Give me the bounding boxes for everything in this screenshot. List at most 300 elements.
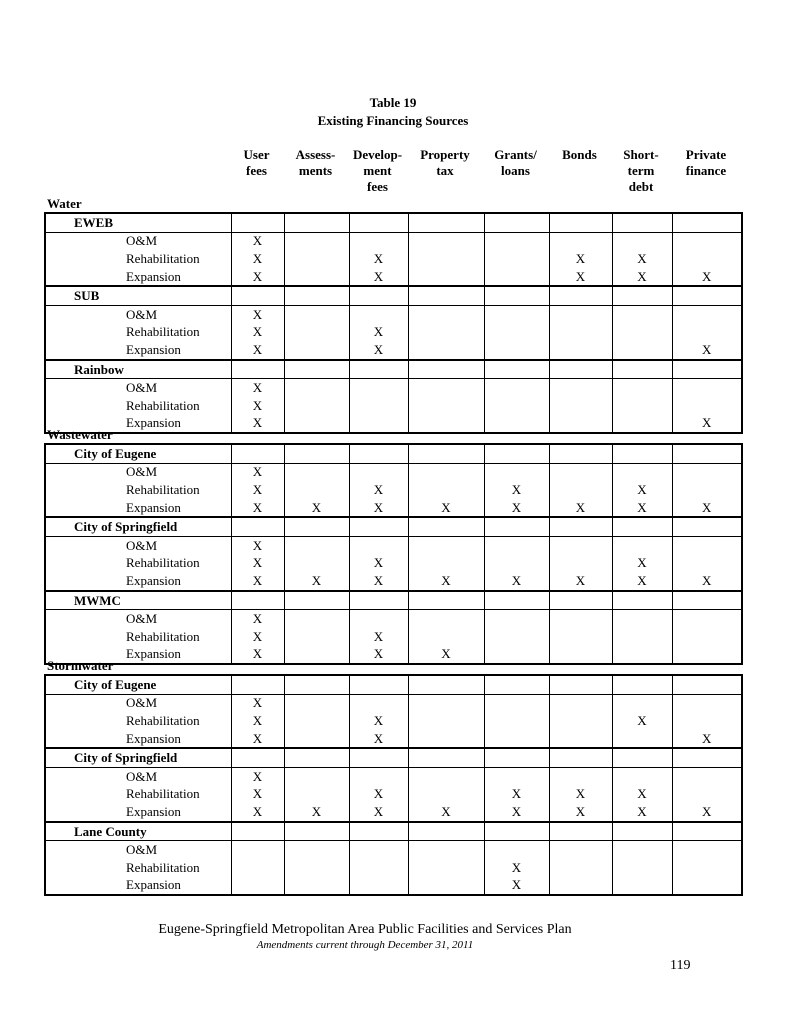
table-cell [284,341,349,360]
table-cell: X [612,250,672,268]
row-label: O&M [45,232,231,250]
column-header-line: term [627,163,655,178]
group-row [45,748,742,767]
table-cell [349,517,408,536]
table-cell: X [672,803,742,822]
table-cell [672,444,742,463]
table-row [45,646,742,665]
table-cell [284,305,349,323]
table-cell [484,341,549,360]
table-cell [484,822,549,841]
table-cell [672,822,742,841]
column-header-line: Short- [623,147,659,162]
table-cell: X [231,415,284,434]
table-cell [612,610,672,628]
table-cell [284,555,349,573]
table-cell [408,694,484,712]
table-cell [672,841,742,859]
table-cell [284,481,349,499]
table-cell [408,379,484,397]
table-row [45,341,742,360]
table-cell: X [231,555,284,573]
table-cell [284,730,349,749]
table-cell [672,305,742,323]
table-cell: X [484,499,549,518]
table-cell: X [231,397,284,415]
category-label: Wastewater [47,427,113,442]
table-cell: X [408,572,484,591]
row-label: Rehabilitation [45,397,231,415]
column-header-line: Grants/ [494,147,537,162]
column-header-line: User [243,147,270,162]
column-header-line: fees [367,179,388,194]
group-row [45,360,742,379]
table-cell [672,694,742,712]
table-cell [349,591,408,610]
category-label: Stormwater [47,658,114,673]
table-cell [284,536,349,554]
table-cell [408,213,484,232]
table-cell [672,286,742,305]
table-cell [484,415,549,434]
table-cell: X [231,379,284,397]
column-header-line: Private [685,147,727,162]
table-cell [408,786,484,804]
column-header-line: fees [246,163,267,178]
table-cell [484,748,549,767]
column-header-3 [407,147,483,179]
table-row [45,555,742,573]
table-cell [349,859,408,877]
column-headers [0,147,800,197]
table-cell [349,286,408,305]
table-cell [408,591,484,610]
table-cell [408,675,484,694]
table-cell: X [549,499,612,518]
table-cell [612,341,672,360]
group-row [45,517,742,536]
table-cell [672,877,742,896]
table-cell [549,555,612,573]
group-label: City of Springfield [45,517,231,536]
table-cell [672,712,742,730]
row-label: Expansion [45,646,231,665]
row-label: Expansion [45,572,231,591]
table-row [45,572,742,591]
table-cell [349,444,408,463]
table-cell [408,610,484,628]
table-cell: X [612,803,672,822]
table-cell: X [612,481,672,499]
table-cell [672,250,742,268]
table-cell [612,877,672,896]
column-header-0 [230,147,283,179]
column-header-line: Bonds [562,147,597,162]
table-row [45,268,742,287]
table-cell [408,415,484,434]
table-cell: X [231,572,284,591]
table-cell [672,610,742,628]
table-cell: X [231,268,284,287]
table-row [45,803,742,822]
table-cell [612,444,672,463]
table-cell [284,517,349,536]
table-cell [612,397,672,415]
table-cell: X [549,786,612,804]
table-cell [672,379,742,397]
table-cell [349,822,408,841]
table-cell [408,748,484,767]
table-cell [484,213,549,232]
table-cell [549,591,612,610]
table-cell [408,517,484,536]
table-cell: X [231,628,284,646]
table-cell [349,767,408,785]
table-cell [484,694,549,712]
table-cell [284,444,349,463]
table-cell [612,646,672,665]
table-cell [672,324,742,342]
table-cell [549,859,612,877]
table-cell: X [231,499,284,518]
table-cell [549,536,612,554]
table-cell [231,822,284,841]
row-label: O&M [45,463,231,481]
table-row [45,481,742,499]
table-cell [549,379,612,397]
row-label: Rehabilitation [45,712,231,730]
table-row [45,610,742,628]
table-cell [231,213,284,232]
table-cell [231,517,284,536]
row-label: Expansion [45,803,231,822]
table-cell [612,628,672,646]
table-cell [408,463,484,481]
row-label: Rehabilitation [45,628,231,646]
group-label: MWMC [45,591,231,610]
table-cell: X [349,572,408,591]
table-cell [284,213,349,232]
row-label: Expansion [45,268,231,287]
table-cell [408,324,484,342]
table-cell [672,360,742,379]
table-cell [349,305,408,323]
group-label: Lane County [45,822,231,841]
table-cell: X [408,646,484,665]
table-cell: X [349,555,408,573]
table-cell: X [349,730,408,749]
group-row [45,591,742,610]
table-cell [349,675,408,694]
table-cell [549,748,612,767]
table-cell [284,232,349,250]
table-cell [612,379,672,397]
table-cell [484,379,549,397]
table-cell [349,397,408,415]
table-cell [284,786,349,804]
table-cell [672,481,742,499]
table-cell [549,628,612,646]
column-header-7 [671,147,741,179]
table-cell [672,786,742,804]
table-cell [349,213,408,232]
table-cell: X [484,572,549,591]
table-cell [612,767,672,785]
table-cell [549,877,612,896]
table-cell [349,748,408,767]
table-cell: X [612,555,672,573]
table-row [45,712,742,730]
table-cell [612,463,672,481]
table-cell [549,213,612,232]
table-cell [231,591,284,610]
table-cell [549,646,612,665]
table-cell: X [484,786,549,804]
table-cell [484,712,549,730]
table-cell [408,286,484,305]
row-label: O&M [45,694,231,712]
table-cell: X [231,712,284,730]
table-cell [408,628,484,646]
table-cell [231,444,284,463]
table-cell [549,675,612,694]
table-cell [612,213,672,232]
table-cell [549,463,612,481]
row-label: Rehabilitation [45,250,231,268]
table-cell: X [231,232,284,250]
table-cell [484,444,549,463]
table-cell: X [408,499,484,518]
table-row [45,628,742,646]
table-cell: X [672,341,742,360]
table-row [45,250,742,268]
table-cell: X [231,610,284,628]
table-cell [408,268,484,287]
table-cell [408,360,484,379]
column-header-5 [548,147,611,163]
table-cell: X [484,803,549,822]
table-row [45,694,742,712]
table-cell [672,232,742,250]
column-header-line: Develop- [352,147,403,162]
table-cell [284,379,349,397]
table-cell [484,286,549,305]
group-label: City of Eugene [45,444,231,463]
table-row [45,767,742,785]
category-label: Water [47,196,82,211]
table-cell [231,877,284,896]
table-cell [231,360,284,379]
table-row [45,730,742,749]
row-label: Expansion [45,415,231,434]
table-cell [408,767,484,785]
table-cell: X [231,803,284,822]
table-cell [284,415,349,434]
row-label: Rehabilitation [45,481,231,499]
table-cell: X [672,499,742,518]
table-cell [549,397,612,415]
table-cell [231,859,284,877]
table-cell [408,712,484,730]
table-cell [408,481,484,499]
row-label: Expansion [45,499,231,518]
table-cell [284,628,349,646]
table-cell [549,610,612,628]
table-cell [549,481,612,499]
column-header-line: tax [436,163,454,178]
row-label: O&M [45,536,231,554]
table-cell [549,517,612,536]
group-row [45,822,742,841]
table-cell: X [231,786,284,804]
table-cell [672,397,742,415]
table-cell [612,822,672,841]
table-cell [408,232,484,250]
table-cell [284,822,349,841]
row-label: Rehabilitation [45,786,231,804]
table-cell [549,841,612,859]
table-cell [408,730,484,749]
table-cell: X [349,341,408,360]
table-cell [349,415,408,434]
table-cell: X [231,305,284,323]
table-cell [612,859,672,877]
table-cell: X [284,499,349,518]
table-cell [284,767,349,785]
table-cell [612,536,672,554]
table-cell [612,305,672,323]
table-cell [484,730,549,749]
table-cell: X [349,712,408,730]
table-cell: X [231,463,284,481]
table-cell [349,536,408,554]
table-row [45,379,742,397]
column-header-line: ments [298,163,333,178]
row-label: O&M [45,841,231,859]
table-cell [484,305,549,323]
column-header-line: debt [628,179,654,194]
table-cell [549,324,612,342]
row-label: Expansion [45,730,231,749]
table-cell: X [612,572,672,591]
table-cell: X [612,268,672,287]
table-cell [672,628,742,646]
group-label: City of Eugene [45,675,231,694]
table-cell [408,555,484,573]
table-cell [484,628,549,646]
row-label: Expansion [45,341,231,360]
table-cell [484,397,549,415]
table-cell [284,712,349,730]
column-header-line: loans [501,163,530,178]
table-row [45,232,742,250]
table-row [45,463,742,481]
table-cell: X [612,786,672,804]
table-cell [672,517,742,536]
table-cell [284,675,349,694]
table-cell [284,463,349,481]
table-cell [408,841,484,859]
table-cell [284,841,349,859]
table-subtitle: Existing Financing Sources [317,113,469,128]
table-cell [612,675,672,694]
table-cell: X [672,415,742,434]
table-cell: X [231,341,284,360]
table-cell: X [349,803,408,822]
table-cell: X [549,250,612,268]
table-cell [549,730,612,749]
table-cell: X [408,803,484,822]
table-cell: X [549,803,612,822]
table-cell: X [349,646,408,665]
table-cell [349,694,408,712]
column-header-6 [611,147,671,195]
table-cell [672,859,742,877]
table-cell: X [672,730,742,749]
table-cell [408,341,484,360]
table-cell: X [284,572,349,591]
table-cell: X [231,250,284,268]
row-label: O&M [45,767,231,785]
table-cell [284,268,349,287]
footer-amendments: Amendments current through December 31, 2011 [256,939,474,951]
table-cell [284,859,349,877]
column-header-line: Property [420,147,470,162]
table-cell [612,286,672,305]
table-cell [484,646,549,665]
table-cell [612,748,672,767]
table-cell [284,877,349,896]
row-label: Expansion [45,877,231,896]
column-header-2 [348,147,407,195]
table-title: Table 19 [369,95,417,110]
group-row [45,675,742,694]
table-cell [408,305,484,323]
table-cell [484,841,549,859]
row-label: Rehabilitation [45,859,231,877]
table-cell [484,360,549,379]
group-label: City of Springfield [45,748,231,767]
table-cell [231,841,284,859]
table-cell [549,360,612,379]
table-cell: X [672,268,742,287]
table-cell [672,555,742,573]
column-header-1 [283,147,348,179]
table-cell [349,379,408,397]
table-cell [484,324,549,342]
table-cell [284,397,349,415]
table-cell [672,463,742,481]
table-cell: X [284,803,349,822]
table-cell: X [231,536,284,554]
table-cell: X [484,877,549,896]
table-cell [549,822,612,841]
table-cell [231,286,284,305]
table-cell: X [231,324,284,342]
table-cell [349,463,408,481]
column-header-line: ment [363,163,392,178]
table-cell [549,305,612,323]
category-table [44,443,743,665]
table-cell: X [349,250,408,268]
row-label: O&M [45,305,231,323]
table-cell: X [549,572,612,591]
group-label: EWEB [45,213,231,232]
table-cell [484,591,549,610]
table-cell [484,517,549,536]
table-cell [672,536,742,554]
table-row [45,499,742,518]
